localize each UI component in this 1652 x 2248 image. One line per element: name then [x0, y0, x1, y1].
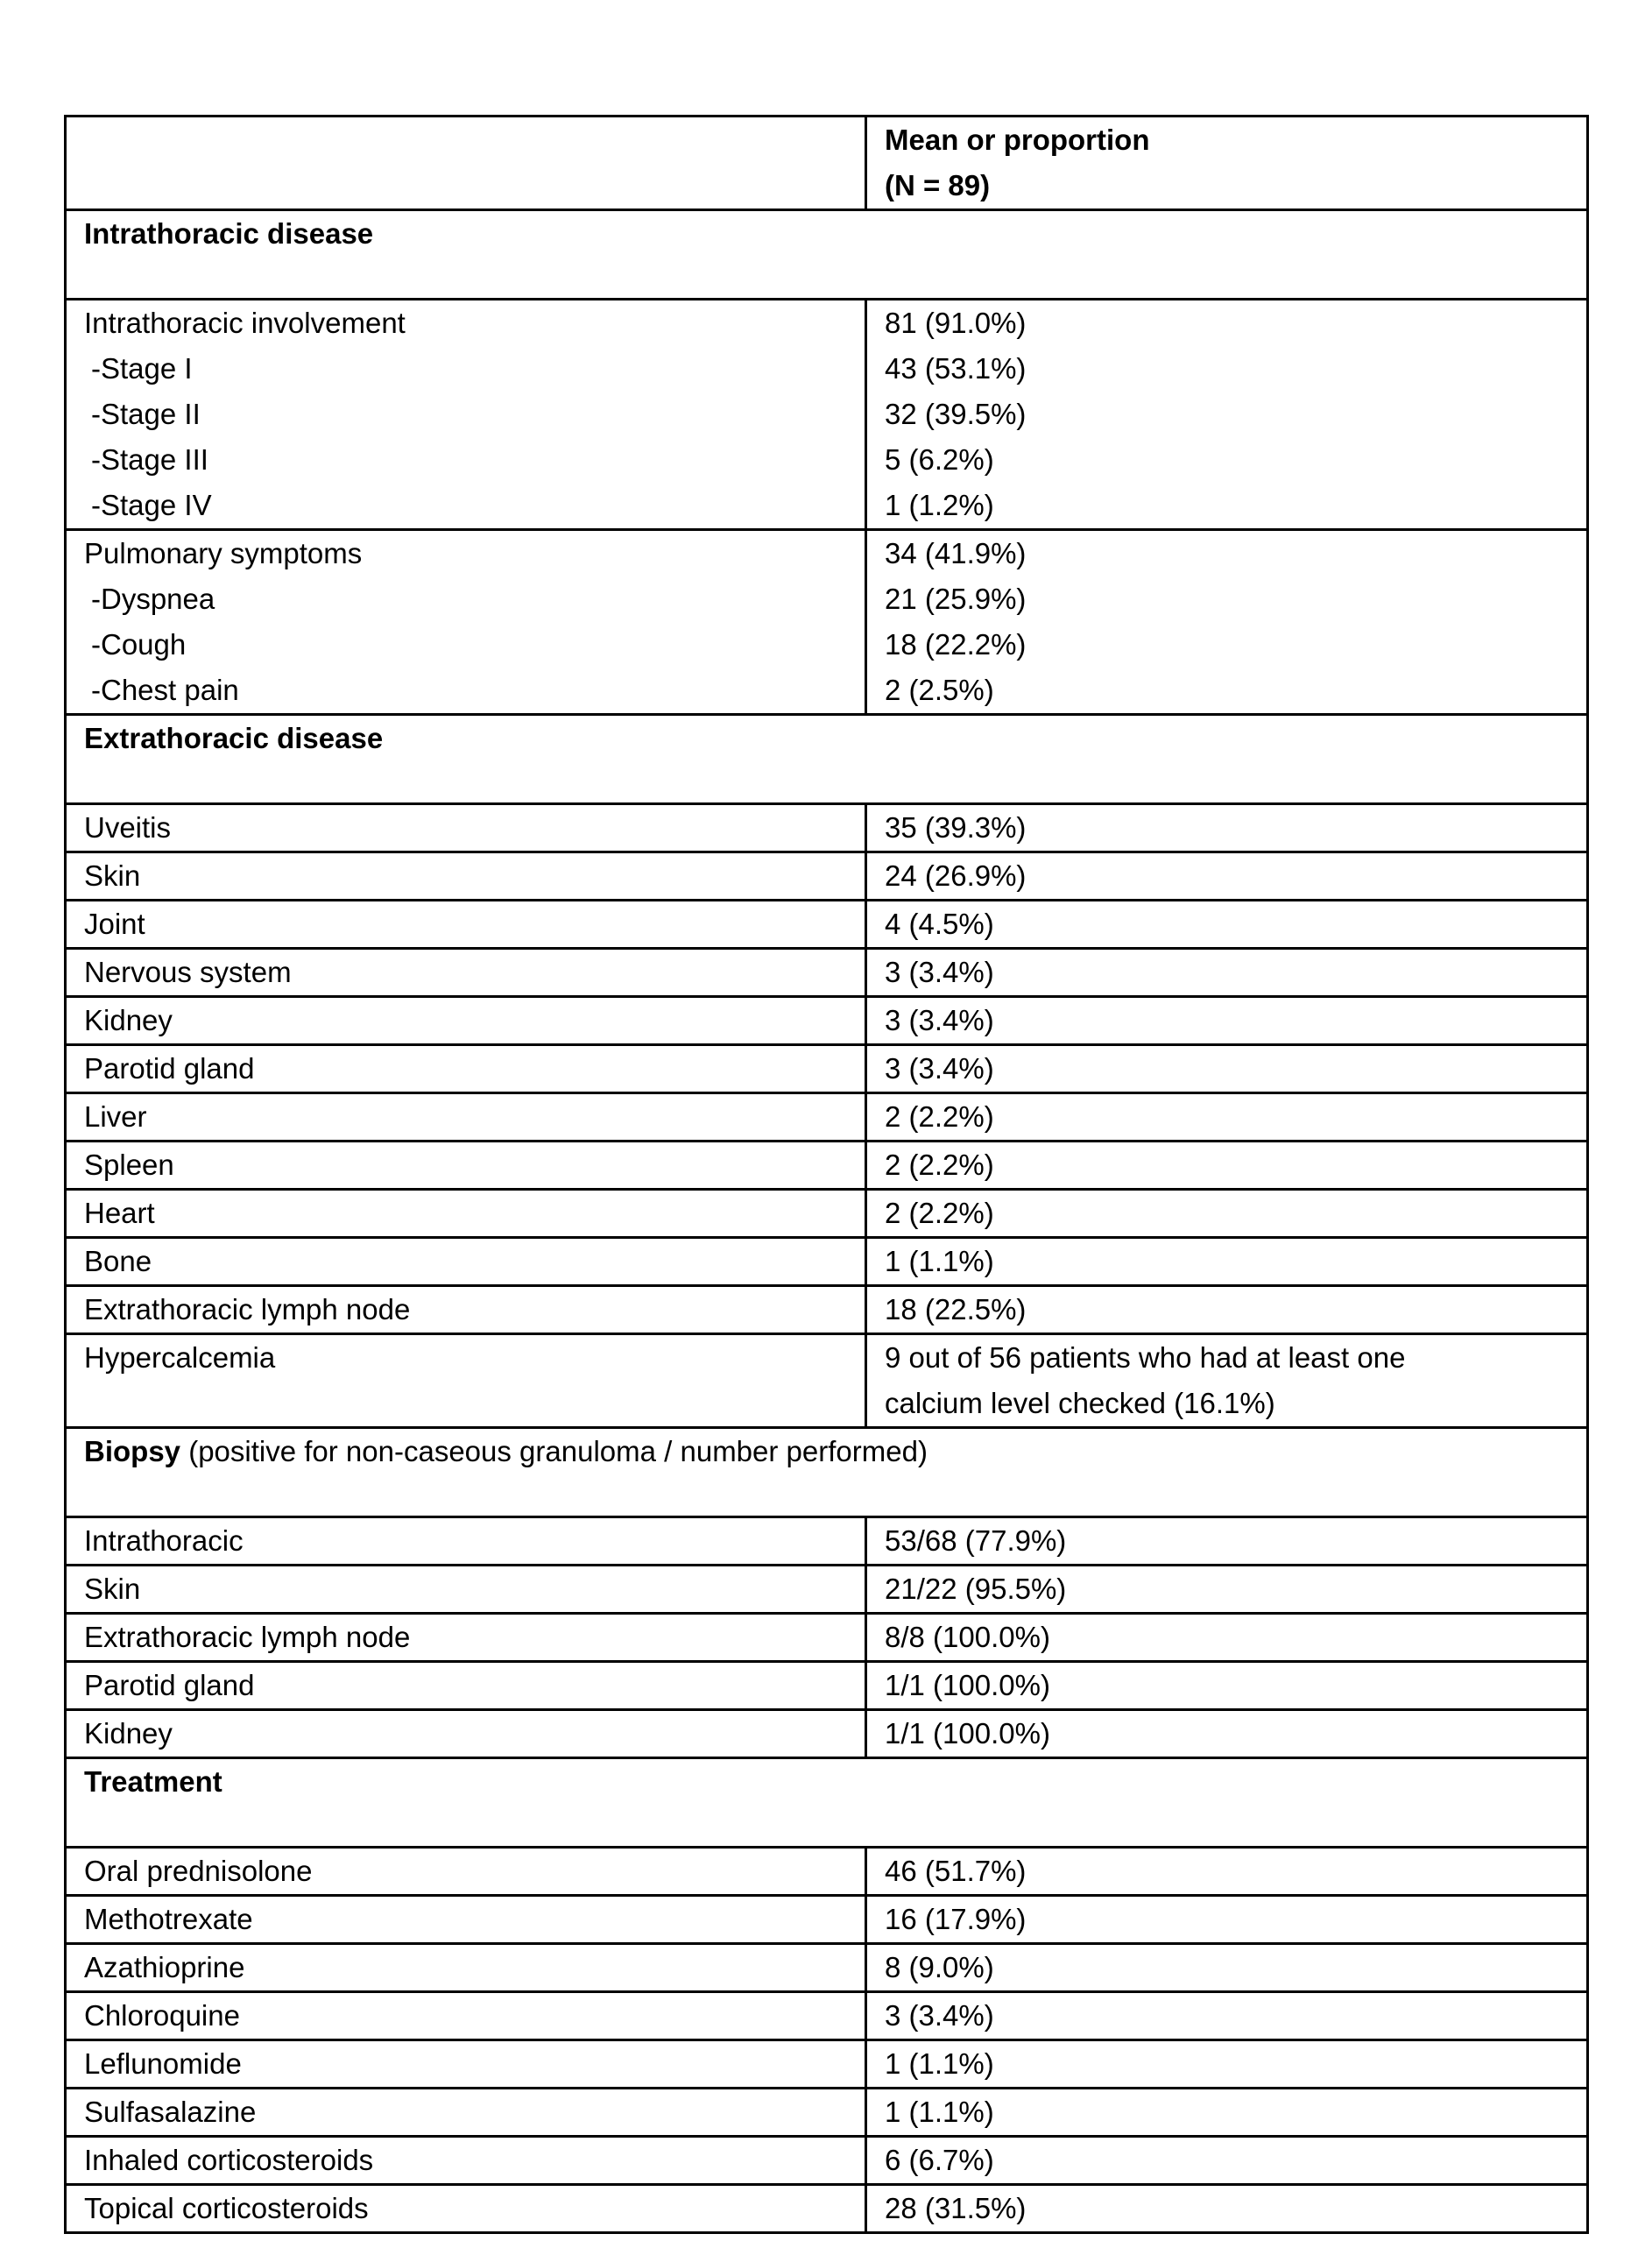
row-value: 1 (1.1%) — [866, 2089, 1588, 2137]
table-row-hypercalcemia — [66, 1334, 1588, 1428]
row-sub-label: -Cough — [91, 628, 187, 661]
row-label: Skin — [66, 852, 866, 901]
biopsy-rows — [66, 1517, 1588, 1758]
table-row — [66, 1848, 1588, 1896]
row-label: Extrathoracic lymph node — [66, 1614, 866, 1662]
row-value: 8 (9.0%) — [866, 1944, 1588, 1992]
section-title: Extrathoracic disease — [66, 715, 1588, 804]
table-row — [66, 804, 1588, 852]
row-sub-label: -Stage II — [91, 398, 201, 430]
row-value-cell — [866, 1334, 1588, 1428]
row-value: 34 (41.9%) — [885, 537, 1027, 569]
table-row-pulmonary-symptoms — [66, 530, 1588, 715]
table-row — [66, 852, 1588, 901]
row-value: 2 (2.2%) — [866, 1093, 1588, 1142]
row-value-cell — [866, 300, 1588, 530]
row-value: 1/1 (100.0%) — [866, 1710, 1588, 1758]
row-label: Methotrexate — [66, 1896, 866, 1944]
row-sub-label: -Chest pain — [91, 674, 239, 706]
section-title: Intrathoracic disease — [66, 210, 1588, 300]
table-row — [66, 1517, 1588, 1566]
row-value: 2 (2.2%) — [866, 1190, 1588, 1238]
header-mean-or-proportion — [866, 117, 1588, 210]
row-value: 81 (91.0%) — [885, 307, 1027, 339]
row-sub-label: -Stage III — [91, 443, 208, 476]
row-value: 1/1 (100.0%) — [866, 1662, 1588, 1710]
row-value-line2: calcium level checked (16.1%) — [885, 1387, 1275, 1419]
row-value: 6 (6.7%) — [866, 2137, 1588, 2185]
section-header-extrathoracic — [66, 715, 1588, 804]
table-header-row — [66, 117, 1588, 210]
row-value: 3 (3.4%) — [866, 1045, 1588, 1093]
row-label: Azathioprine — [66, 1944, 866, 1992]
row-value: 3 (3.4%) — [866, 949, 1588, 997]
table-row — [66, 2185, 1588, 2233]
row-sub-value: 5 (6.2%) — [885, 443, 994, 476]
row-value: 3 (3.4%) — [866, 997, 1588, 1045]
row-label: Uveitis — [66, 804, 866, 852]
row-value: 16 (17.9%) — [866, 1896, 1588, 1944]
row-label: Hypercalcemia — [66, 1334, 866, 1428]
row-value: 18 (22.5%) — [866, 1286, 1588, 1334]
row-value: 3 (3.4%) — [866, 1992, 1588, 2040]
table-row — [66, 1045, 1588, 1093]
header-n-count: (N = 89) — [885, 169, 991, 201]
header-title: Mean or proportion — [885, 124, 1150, 156]
treatment-rows — [66, 1848, 1588, 2233]
table-row — [66, 2040, 1588, 2089]
row-label: Liver — [66, 1093, 866, 1142]
row-value-line1: 9 out of 56 patients who had at least one — [885, 1341, 1406, 1374]
row-sub-value: 2 (2.5%) — [885, 674, 994, 706]
row-value: 24 (26.9%) — [866, 852, 1588, 901]
row-label: Parotid gland — [66, 1662, 866, 1710]
row-sub-value: 43 (53.1%) — [885, 352, 1027, 385]
row-label: Skin — [66, 1566, 866, 1614]
section-header-treatment — [66, 1758, 1588, 1848]
row-label: Intrathoracic involvement — [84, 307, 406, 339]
row-label: Kidney — [66, 997, 866, 1045]
table-row — [66, 1142, 1588, 1190]
row-sub-value: 21 (25.9%) — [885, 583, 1027, 615]
section-title-cell — [66, 1428, 1588, 1517]
table-row — [66, 1614, 1588, 1662]
row-label: Extrathoracic lymph node — [66, 1286, 866, 1334]
table-row — [66, 997, 1588, 1045]
table-row — [66, 2137, 1588, 2185]
section-header-intrathoracic — [66, 210, 1588, 300]
row-value: 21/22 (95.5%) — [866, 1566, 1588, 1614]
row-sub-value: 1 (1.2%) — [885, 489, 994, 521]
section-header-biopsy — [66, 1428, 1588, 1517]
row-label: Pulmonary symptoms — [84, 537, 363, 569]
table-row — [66, 2089, 1588, 2137]
row-label: Sulfasalazine — [66, 2089, 866, 2137]
row-value: 35 (39.3%) — [866, 804, 1588, 852]
row-label: Inhaled corticosteroids — [66, 2137, 866, 2185]
row-label: Bone — [66, 1238, 866, 1286]
table-row — [66, 1566, 1588, 1614]
row-sub-value: 18 (22.2%) — [885, 628, 1027, 661]
row-sub-label: -Dyspnea — [91, 583, 215, 615]
row-label: Kidney — [66, 1710, 866, 1758]
header-empty-cell — [66, 117, 866, 210]
row-value: 1 (1.1%) — [866, 2040, 1588, 2089]
table-row — [66, 1992, 1588, 2040]
table-row — [66, 1093, 1588, 1142]
row-label: Heart — [66, 1190, 866, 1238]
row-value: 53/68 (77.9%) — [866, 1517, 1588, 1566]
table-row — [66, 1238, 1588, 1286]
row-value-cell — [866, 530, 1588, 715]
row-label: Spleen — [66, 1142, 866, 1190]
table-row — [66, 1944, 1588, 1992]
row-label: Topical corticosteroids — [66, 2185, 866, 2233]
row-value: 1 (1.1%) — [866, 1238, 1588, 1286]
table-row — [66, 1710, 1588, 1758]
row-sub-label: -Stage I — [91, 352, 193, 385]
row-value: 4 (4.5%) — [866, 901, 1588, 949]
table-row-intrathoracic-involvement — [66, 300, 1588, 530]
table-row — [66, 1286, 1588, 1334]
sarcoidosis-characteristics-table — [64, 115, 1589, 2234]
row-label: Intrathoracic — [66, 1517, 866, 1566]
row-value: 8/8 (100.0%) — [866, 1614, 1588, 1662]
row-value: 28 (31.5%) — [866, 2185, 1588, 2233]
section-title: Treatment — [66, 1758, 1588, 1848]
row-sub-value: 32 (39.5%) — [885, 398, 1027, 430]
table-row — [66, 1190, 1588, 1238]
row-label-cell — [66, 530, 866, 715]
section-subtitle: (positive for non-caseous granuloma / number performed) — [180, 1435, 928, 1467]
table-row — [66, 1662, 1588, 1710]
row-sub-label: -Stage IV — [91, 489, 212, 521]
row-label: Leflunomide — [66, 2040, 866, 2089]
section-title: Biopsy — [84, 1435, 181, 1467]
row-value: 2 (2.2%) — [866, 1142, 1588, 1190]
row-value: 46 (51.7%) — [866, 1848, 1588, 1896]
row-label: Oral prednisolone — [66, 1848, 866, 1896]
row-label-cell — [66, 300, 866, 530]
row-label: Chloroquine — [66, 1992, 866, 2040]
table-row — [66, 901, 1588, 949]
table-row — [66, 1896, 1588, 1944]
row-label: Nervous system — [66, 949, 866, 997]
row-label: Joint — [66, 901, 866, 949]
extrathoracic-rows — [66, 804, 1588, 1334]
table-row — [66, 949, 1588, 997]
row-label: Parotid gland — [66, 1045, 866, 1093]
